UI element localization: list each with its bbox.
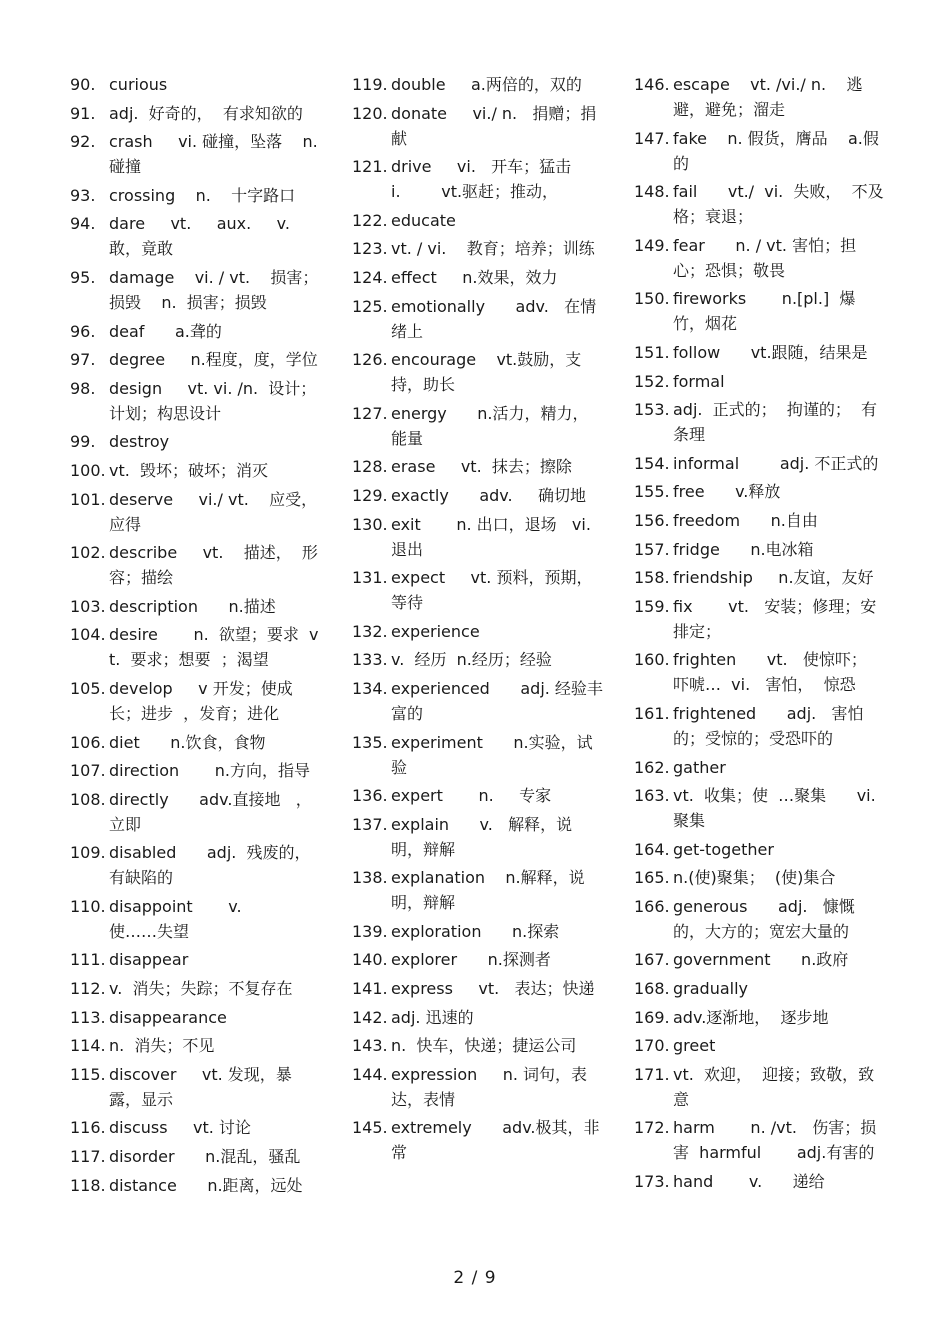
vocab-entry [352, 483, 604, 508]
entry-number: 150. [634, 289, 670, 309]
vocab-entry [352, 647, 604, 672]
entry-number: 107. [70, 761, 106, 781]
entry-number: 148. [634, 182, 670, 202]
entry-text: encourage vt.鼓励，支持，助长 [391, 350, 582, 395]
entry-number: 173. [634, 1172, 670, 1192]
vocab-entry [634, 72, 884, 122]
vocab-entry [634, 1033, 884, 1058]
vocab-entry [352, 919, 604, 944]
entry-number: 130. [352, 514, 388, 534]
vocab-entry [70, 676, 320, 726]
vocab-column-2 [352, 72, 604, 1169]
entry-text: greet [673, 1036, 716, 1056]
entry-text: experienced adj. 经验丰富的 [391, 678, 603, 723]
vocab-entry [352, 265, 604, 290]
vocab-entry [70, 540, 320, 590]
vocab-entry [70, 1144, 320, 1169]
entry-text: formal [673, 371, 725, 391]
entry-text: exploration n.探索 [391, 921, 560, 941]
entry-text: generous adj. 慷慨的，大方的；宽宏大量的 [673, 896, 855, 941]
entry-text: effect n.效果，效力 [391, 267, 558, 287]
entry-number: 111. [70, 950, 106, 970]
entry-text: extremely adv.极其，非常 [391, 1118, 600, 1163]
entry-number: 103. [70, 596, 106, 616]
entry-number: 144. [352, 1064, 388, 1084]
entry-number: 118. [70, 1175, 106, 1195]
entry-text: frightened adj. 害怕的；受惊的；受恐吓的 [673, 703, 864, 748]
entry-text: dare vt. aux. v. 敢，竟敢 [109, 214, 296, 259]
entry-number: 134. [352, 678, 388, 698]
entry-text: energy n.活力，精力，能量 [391, 403, 589, 448]
vocab-entry [70, 129, 323, 179]
entry-text: n. 消失；不见 [109, 1036, 215, 1056]
vocab-entry [70, 594, 320, 619]
entry-number: 151. [634, 342, 670, 362]
vocab-entry [634, 179, 884, 229]
vocab-entry [352, 812, 604, 862]
entry-text: deserve vi./ vt. 应受，应得 [109, 489, 318, 534]
entry-number: 102. [70, 543, 106, 563]
entry-text: free v.释放 [673, 482, 781, 502]
entry-number: 169. [634, 1007, 670, 1027]
vocab-entry [634, 894, 884, 944]
entry-number: 153. [634, 400, 670, 420]
vocab-entry [70, 1115, 320, 1140]
entry-text: directly adv.直接地 ，立即 [109, 789, 312, 834]
entry-text: crash vi. 碰撞，坠落 n. 碰撞 [109, 132, 323, 177]
entry-text: design vt. vi. /n. 设计；计划；构思设计 [109, 378, 317, 423]
vocab-entry [634, 479, 884, 504]
entry-text: exactly adv. 确切地 [391, 485, 587, 505]
vocab-entry [70, 1005, 320, 1030]
entry-number: 120. [352, 103, 388, 123]
vocab-entry [352, 154, 604, 204]
entry-text: fridge n.电冰箱 [673, 539, 814, 559]
vocab-column-3 [634, 72, 884, 1198]
entry-text: donate vi./ n. 捐赠；捐献 [391, 103, 597, 148]
entry-number: 127. [352, 403, 388, 423]
vocab-entry [634, 565, 884, 590]
vocab-entry [70, 183, 320, 208]
entry-number: 172. [634, 1118, 670, 1138]
entry-number: 131. [352, 568, 388, 588]
entry-number: 168. [634, 979, 670, 999]
vocab-entry [634, 340, 884, 365]
vocab-entry [70, 487, 320, 537]
vocab-entry [634, 397, 884, 447]
vocab-entry [634, 755, 884, 780]
entry-number: 101. [70, 489, 106, 509]
entry-number: 133. [352, 650, 388, 670]
entry-number: 155. [634, 482, 670, 502]
entry-text: disabled adj. 残废的，有缺陷的 [109, 843, 311, 888]
vocab-entry [70, 787, 320, 837]
entry-number: 116. [70, 1118, 106, 1138]
entry-text: gather [673, 757, 726, 777]
entry-text: deaf a.聋的 [109, 321, 222, 341]
vocab-entry [70, 1033, 320, 1058]
vocab-entry [352, 565, 604, 615]
entry-number: 137. [352, 814, 388, 834]
entry-text: explanation n.解释，说明，辩解 [391, 868, 585, 913]
entry-number: 143. [352, 1036, 388, 1056]
vocab-entry [70, 947, 320, 972]
entry-number: 94. [70, 214, 96, 234]
entry-text: escape vt. /vi./ n. 逃避，避免；溜走 [673, 75, 863, 119]
vocab-entry [634, 594, 884, 644]
entry-text: n. 快车，快递；捷运公司 [391, 1036, 577, 1056]
vocab-entry [634, 1062, 884, 1112]
vocab-entry [70, 840, 320, 890]
entry-text: vt. / vi. 教育；培养；训练 [391, 239, 595, 259]
vocab-entry [70, 376, 320, 426]
entry-number: 104. [70, 625, 106, 645]
entry-number: 117. [70, 1147, 106, 1167]
entry-number: 96. [70, 321, 96, 341]
entry-text: friendship n.友谊，友好 [673, 568, 874, 588]
vocab-entry [70, 347, 320, 372]
entry-text: v. 经历 n.经历；经验 [391, 650, 552, 670]
entry-text: expression n. 词句，表达，表情 [391, 1064, 588, 1109]
vocab-entry [352, 730, 604, 780]
vocab-entry [70, 72, 320, 97]
vocab-entry [352, 1062, 604, 1112]
vocab-entry [634, 976, 884, 1001]
entry-text: disappearance [109, 1007, 227, 1027]
entry-text: harm n. /vt. 伤害；损害 harmful adj.有害的 [673, 1118, 877, 1163]
entry-text: crossing n. 十字路口 [109, 185, 296, 205]
vocab-entry [634, 233, 884, 283]
entry-number: 110. [70, 896, 106, 916]
entry-text: discover vt. 发现，暴露，显示 [109, 1064, 292, 1109]
vocab-entry [352, 401, 604, 451]
entry-text: explorer n.探测者 [391, 950, 551, 970]
entry-text: double a.两倍的，双的 [391, 75, 582, 94]
entry-text: expert n. 专家 [391, 786, 552, 806]
entry-text: vt. 收集；使 …聚集 vi. 聚集 [673, 786, 881, 831]
entry-text: freedom n.自由 [673, 510, 818, 530]
entry-text: emotionally adv. 在情绪上 [391, 296, 597, 341]
vocab-entry [70, 622, 320, 672]
vocab-entry [634, 1115, 884, 1165]
entry-number: 135. [352, 732, 388, 752]
entry-number: 100. [70, 460, 106, 480]
vocab-entry [70, 730, 320, 755]
entry-number: 142. [352, 1007, 388, 1027]
entry-number: 157. [634, 539, 670, 559]
entry-text: fake n. 假货，膺品 a.假的 [673, 128, 879, 173]
entry-text: experience [391, 621, 480, 641]
entry-number: 128. [352, 457, 388, 477]
entry-text: desire n. 欲望；要求 vt. 要求；想要 ；渴望 [109, 625, 319, 670]
vocab-entry [352, 454, 604, 479]
entry-text: vt. 毁坏；破坏；消灭 [109, 460, 269, 480]
entry-number: 132. [352, 621, 388, 641]
vocab-entry [352, 347, 604, 397]
entry-number: 98. [70, 378, 96, 398]
vocab-entry [352, 72, 604, 97]
vocab-entry [634, 647, 884, 697]
vocab-entry [352, 208, 604, 233]
entry-number: 166. [634, 896, 670, 916]
entry-text: adj. 迅速的 [391, 1007, 474, 1027]
entry-number: 171. [634, 1064, 670, 1084]
entry-number: 141. [352, 979, 388, 999]
entry-text: disorder n.混乱，骚乱 [109, 1147, 301, 1167]
vocab-entry [352, 865, 604, 915]
entry-number: 139. [352, 921, 388, 941]
entry-number: 113. [70, 1007, 106, 1027]
entry-number: 154. [634, 453, 670, 473]
entry-text: erase vt. 抹去；擦除 [391, 457, 572, 477]
entry-number: 91. [70, 103, 96, 123]
vocab-entry [352, 783, 604, 808]
vocab-entry [70, 101, 320, 126]
entry-text: hand v. 递给 [673, 1172, 825, 1192]
vocab-entry [634, 865, 884, 890]
entry-number: 115. [70, 1064, 106, 1084]
entry-number: 149. [634, 235, 670, 255]
entry-text: experiment n.实验，试验 [391, 732, 593, 777]
entry-number: 109. [70, 843, 106, 863]
entry-number: 163. [634, 786, 670, 806]
entry-text: educate [391, 210, 456, 230]
entry-text: exit n. 出口，退场 vi. 退出 [391, 514, 597, 559]
entry-text: adv.逐渐地， 逐步地 [673, 1007, 829, 1027]
entry-text: disappear [109, 950, 189, 970]
entry-text: frighten vt. 使惊吓； 吓唬… vi. 害怕， 惊恐 [673, 650, 877, 695]
vocab-entry [70, 976, 320, 1001]
vocab-entry [634, 508, 884, 533]
entry-number: 161. [634, 703, 670, 723]
vocab-entry [352, 294, 604, 344]
entry-number: 114. [70, 1036, 106, 1056]
vocab-entry [70, 319, 320, 344]
entry-text: adj. 正式的； 拘谨的； 有条理 [673, 400, 878, 445]
entry-number: 90. [70, 75, 96, 94]
entry-number: 95. [70, 267, 96, 287]
entry-number: 124. [352, 267, 388, 287]
entry-text: curious [109, 75, 168, 94]
vocab-entry [634, 126, 884, 176]
entry-text: follow vt.跟随，结果是 [673, 342, 868, 362]
entry-number: 97. [70, 350, 96, 370]
entry-number: 119. [352, 75, 388, 94]
entry-number: 158. [634, 568, 670, 588]
vocab-entry [70, 458, 320, 483]
entry-number: 99. [70, 432, 96, 452]
entry-text: fireworks n.[pl.] 爆竹，烟花 [673, 289, 856, 334]
vocab-entry [70, 758, 320, 783]
vocab-entry [70, 429, 320, 454]
entry-text: vt. 欢迎， 迎接；致敬，致意 [673, 1064, 875, 1109]
vocab-entry [352, 976, 604, 1001]
entry-number: 160. [634, 650, 670, 670]
entry-number: 129. [352, 485, 388, 505]
entry-text: describe vt. 描述， 形容；描绘 [109, 543, 318, 588]
entry-text: fix vt. 安装；修理；安排定； [673, 596, 877, 641]
vocab-entry [70, 265, 320, 315]
entry-number: 112. [70, 979, 106, 999]
entry-number: 123. [352, 239, 388, 259]
entry-number: 93. [70, 185, 96, 205]
entry-number: 122. [352, 210, 388, 230]
entry-number: 138. [352, 868, 388, 888]
vocab-entry [70, 894, 320, 944]
vocab-column-1 [70, 72, 323, 1201]
entry-number: 156. [634, 510, 670, 530]
vocab-entry [634, 369, 884, 394]
entry-text: informal adj. 不正式的 [673, 453, 879, 473]
entry-text: disappoint v. 使……失望 [109, 896, 273, 941]
entry-number: 170. [634, 1036, 670, 1056]
entry-text: government n.政府 [673, 950, 849, 970]
entry-number: 106. [70, 732, 106, 752]
entry-number: 136. [352, 786, 388, 806]
entry-number: 108. [70, 789, 106, 809]
entry-text: express vt. 表达；快递 [391, 979, 595, 999]
vocab-entry [352, 512, 604, 562]
entry-text: direction n.方向，指导 [109, 761, 310, 781]
entry-text: n.(使)聚集； (使)集合 [673, 868, 836, 888]
entry-number: 147. [634, 128, 670, 148]
entry-text: drive vi. 开车；猛击 i. vt.驱赶；推动， [391, 157, 597, 202]
entry-number: 167. [634, 950, 670, 970]
entry-text: degree n.程度，度，学位 [109, 350, 318, 370]
entry-number: 140. [352, 950, 388, 970]
entry-number: 92. [70, 132, 96, 152]
entry-text: fear n. / vt. 害怕；担心；恐惧；敬畏 [673, 235, 857, 280]
entry-number: 121. [352, 157, 388, 177]
vocab-entry [352, 1115, 604, 1165]
entry-text: gradually [673, 979, 748, 999]
entry-text: get-together [673, 839, 774, 859]
entry-text: diet n.饮食，食物 [109, 732, 266, 752]
entry-text: expect vt. 预料，预期，等待 [391, 568, 593, 613]
entry-text: distance n.距离，远处 [109, 1175, 303, 1195]
entry-text: explain v. 解释，说明，辩解 [391, 814, 573, 859]
entry-number: 165. [634, 868, 670, 888]
entry-number: 105. [70, 678, 106, 698]
vocab-entry [352, 1033, 604, 1058]
vocab-entry [352, 1005, 604, 1030]
vocab-entry [70, 211, 320, 261]
vocab-entry [634, 701, 884, 751]
entry-number: 125. [352, 296, 388, 316]
vocab-entry [634, 537, 884, 562]
vocab-entry [352, 947, 604, 972]
vocab-entry [634, 451, 884, 476]
entry-text: description n.描述 [109, 596, 276, 616]
vocab-entry [352, 619, 604, 644]
page-number: 2 / 9 [453, 1268, 497, 1288]
vocab-entry [634, 837, 884, 862]
entry-text: adj. 好奇的， 有求知欲的 [109, 103, 303, 123]
entry-number: 162. [634, 757, 670, 777]
vocab-entry [352, 676, 604, 726]
vocab-entry [352, 101, 604, 151]
vocab-entry [70, 1062, 320, 1112]
entry-text: v. 消失；失踪；不复存在 [109, 979, 293, 999]
entry-text: destroy [109, 432, 170, 452]
entry-number: 164. [634, 839, 670, 859]
entry-text: discuss vt. 讨论 [109, 1118, 251, 1138]
vocab-entry [634, 1005, 884, 1030]
vocab-entry [352, 236, 604, 261]
entry-text: damage vi. / vt. 损害；损毁 n. 损害；损毁 [109, 267, 319, 312]
vocab-entry [634, 947, 884, 972]
entry-number: 152. [634, 371, 670, 391]
entry-number: 126. [352, 350, 388, 370]
vocab-entry [634, 286, 884, 336]
entry-text: fail vt./ vi. 失败， 不及格；衰退； [673, 182, 884, 227]
vocab-entry [634, 783, 884, 833]
entry-number: 146. [634, 75, 670, 94]
entry-number: 159. [634, 596, 670, 616]
entry-text: develop v 开发；使成长；进步 ，发育；进化 [109, 678, 293, 723]
vocab-entry [634, 1169, 884, 1194]
vocab-entry [70, 1173, 320, 1198]
entry-number: 145. [352, 1118, 388, 1138]
